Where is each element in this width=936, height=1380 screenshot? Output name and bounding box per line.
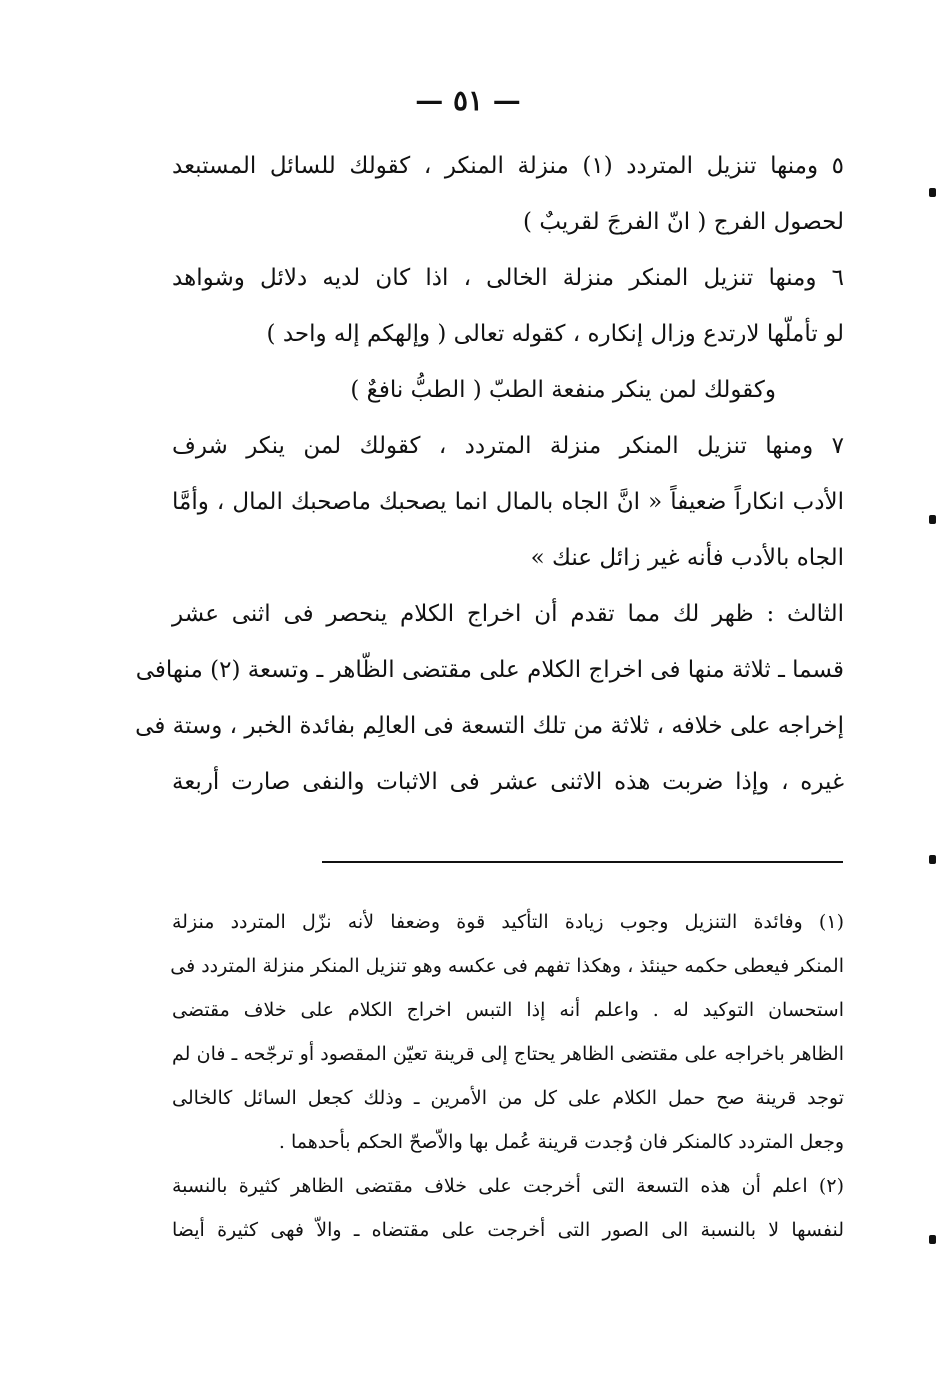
text-line: إخراجه على خلافه ، ثلاثة من تلك التسعة فى العالِم بفائدة الخبر ، وستة فى [135, 713, 844, 739]
footnote-line: توجد قرينة صح حمل الكلام على كل من الأمرين ـ وذلك كجعل السائل كالخالى [172, 1087, 844, 1109]
text-line: ٥ ومنها تنزيل المتردد (١) منزلة المنكر ، كقولك للسائل المستبعد [172, 153, 845, 179]
text-line: غيره ، وإذا ضربت هذه الاثنى عشر فى الاثبات والنفى صارت أربعة [172, 769, 844, 795]
text-line: الثالث : ظهر لك مما تقدم أن اخراج الكلام ينحصر فى اثنى عشر [172, 601, 844, 627]
main-text [135, 138, 845, 810]
footnotes [172, 900, 844, 1252]
footnote-line: المنكر فيعطى حكمه حينئذ ، وهكذا تفهم فى عكسه وهو تنزيل المنكر منزلة المتردد فى [170, 955, 844, 977]
footnote-line: (١) وفائدة التنزيل وجوب زيادة التأكيد قوة وضعفا لأنه نزّل المتردد منزلة [172, 911, 844, 933]
text-line: وكقولك لمن ينكر منفعة الطبّ ( الطبُّ نافعٌ ) [350, 377, 776, 403]
text-line: ٧ ومنها تنزيل المنكر منزلة المتردد ، كقولك لمن ينكر شرف [172, 433, 844, 459]
footnote-separator [322, 861, 843, 863]
text-line: قسما ـ ثلاثة منها فى اخراج الكلام على مقتضى الظّاهر ـ وتسعة (٢) منهافى [135, 657, 844, 683]
text-line: الأدب انكاراً ضعيفاً « انَّ الجاه بالمال انما يصحبك ماصحبك المال ، وأمَّا [172, 489, 844, 515]
footnote-line: استحسان التوكيد له . واعلم أنه إذا التبس اخراج الكلام على خلاف مقتضى [172, 999, 844, 1021]
margin-mark [929, 188, 936, 197]
margin-mark [929, 1235, 936, 1244]
text-line: الجاه بالأدب فأنه غير زائل عنك » [530, 545, 844, 571]
margin-mark [929, 515, 936, 524]
footnote-line: الظاهر باخراجه على مقتضى الظاهر يحتاج إلى قرينة تعيّن المقصود أو ترجّحه ـ فان لم [172, 1043, 844, 1065]
text-line: لحصول الفرج ( انّ الفرجَ لقريبٌ ) [523, 209, 844, 235]
footnote-line: لنفسها لا بالنسبة الى الصور التى أخرجت على مقتضاه ـ والاّ فهى كثيرة أيضا [172, 1219, 844, 1241]
text-line: لو تأملّها لارتدع وزال إنكاره ، كقوله تعالى ( وإلهكم إله واحد ) [266, 321, 844, 347]
footnote-line: (٢) اعلم أن هذه التسعة التى أخرجت على خلاف مقتضى الظاهر كثيرة بالنسبة [172, 1175, 844, 1197]
text-line: ٦ ومنها تنزيل المنكر منزلة الخالى ، اذا كان لديه دلائل وشواهد [172, 265, 844, 291]
footnote-line: وجعل المتردد كالمنكر فان وُجدت قرينة عُمل بها والاّصحّ الحكم بأحدهما . [278, 1131, 844, 1153]
page-number: — ٥١ — [415, 84, 521, 117]
margin-mark [929, 855, 936, 864]
